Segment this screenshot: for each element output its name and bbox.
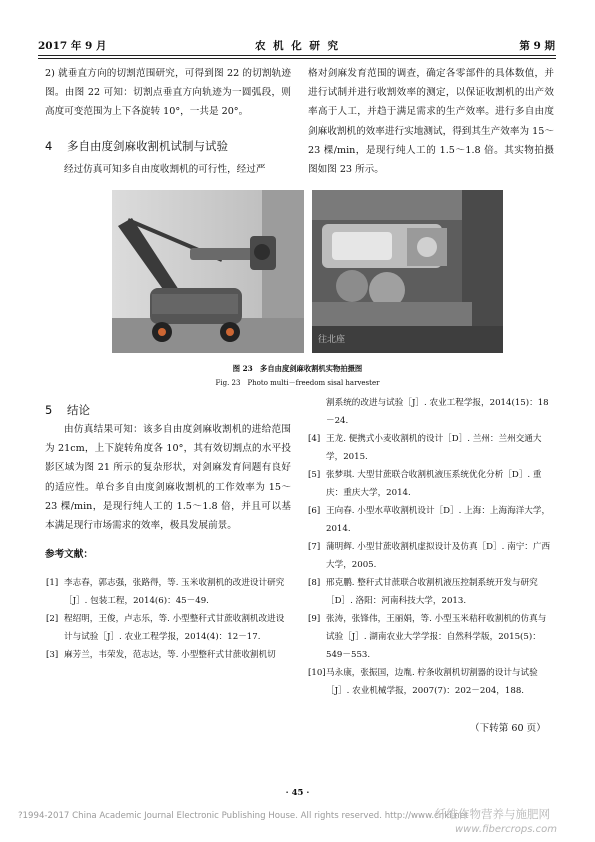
reference-item [308, 610, 554, 664]
continued-note: （下转第 60 页） [470, 723, 546, 734]
copyright-line: ?1994-2017 China Academic Journal Electronic Publishing House. All rights reserved. http://www.cnki.net [18, 811, 469, 821]
reference-3-continued: 割系统的改进与试验［J］. 农业工程学报，2014(15)：18－24. [326, 398, 549, 426]
reference-item [46, 574, 292, 610]
reference-item [308, 574, 554, 610]
reference-number: [8] [308, 578, 321, 588]
reference-item [46, 610, 292, 646]
reference-item [308, 664, 554, 700]
section-number: 5 [45, 403, 53, 417]
reference-text: 邢克鹏. 整秆式甘蔗联合收割机液压控制系统开发与研究［D］. 洛阳：河南科技大学，2013. [326, 578, 538, 606]
reference-text: 麻芳兰，韦荣发，范志达，等. 小型整秆式甘蔗收割机切 [64, 650, 276, 660]
reference-number: [6] [308, 506, 321, 516]
reference-text: 蒲明辉. 小型甘蔗收割机虚拟设计及仿真［D］. 南宁：广西大学，2005. [326, 542, 551, 570]
figure-caption-zh: 图 23 多自由度剑麻收割机实物拍摄图 [232, 364, 363, 373]
reference-number: [5] [308, 470, 321, 480]
reference-item [308, 538, 554, 574]
page-number: · 45 · [285, 788, 310, 798]
section-5-heading [45, 402, 90, 418]
reference-item [308, 502, 554, 538]
figure-caption-en: Fig. 23 Photo multi－freedom sisal harvester [215, 379, 380, 387]
journal-date: 2017 年 9 月 [38, 40, 107, 52]
left-paragraph-2: 经过仿真可知多自由度收割机的可行性，经过严 [64, 164, 266, 175]
journal-title: 农 机 化 研 究 [254, 40, 341, 52]
right-paragraph-1: 格对剑麻发育范围的调查，确定各零部件的具体数值，并进行试制并进行收割效率的测定，以保证收割机的出产效率高于人工，并趋于满足需求的生产效率。进行多自由度剑麻收割机的效率进行实地测试，得到其生产效率为 15～23 棵/min，是现行纯人工的 1.5～1.8 倍。其实物拍摄图如图 23 所示。 [308, 68, 554, 176]
reference-number: [1] [46, 578, 59, 588]
section-number: 4 [45, 139, 53, 153]
reference-item [308, 430, 554, 466]
watermark-chinese: 纤维作物营养与施肥网 [435, 807, 550, 821]
reference-number: [9] [308, 614, 321, 624]
header-rule-top [38, 55, 556, 56]
reference-text: 李志春，郭志强，张路得，等. 玉米收割机的改进设计研究［J］. 包装工程，2014(6)：45－49. [64, 578, 285, 606]
section-title: 多自由度剑麻收割机试制与试验 [67, 139, 228, 153]
header-rule-bottom [38, 58, 556, 59]
reference-text: 王龙. 便携式小麦收割机的设计［D］. 兰州：兰州交通大学，2015. [326, 434, 542, 462]
issue-number: 第 9 期 [519, 40, 555, 52]
photo-sign-text: 往北座 [318, 335, 346, 345]
reference-number: [3] [46, 650, 59, 660]
reference-text: 程绍明，王俊，卢志乐，等. 小型整秆式甘蔗收割机改进设计与试验［J］. 农业工程学报，2014(4)：12－17. [64, 614, 285, 642]
reference-number: [4] [308, 434, 321, 444]
section-4-heading [45, 138, 228, 154]
reference-item [46, 646, 292, 664]
reference-item [308, 466, 554, 502]
reference-text: 王向春. 小型水草收割机设计［D］. 上海：上海海洋大学，2014. [326, 506, 551, 534]
watermark-url: www.fibercrops.com [455, 824, 557, 835]
section-title: 结论 [67, 403, 90, 417]
reference-text: 张涛，张锋伟，王丽娟，等. 小型玉米秸秆收割机的仿真与试验［J］. 湖南农业大学学报：自然科学版，2015(5)：549－553. [326, 614, 547, 660]
left-paragraph-1: 2) 就垂直方向的切割范围研究，可得到图 22 的切割轨迹图。由图 22 可知：切割点垂直方向轨迹为一圆弧段，则高度可变范围为上下各旋转 10°，一共是 20°。 [45, 68, 291, 118]
reference-number: [10] [308, 668, 326, 678]
conclusion-paragraph: 由仿真结果可知：该多自由度剑麻收割机的进给范围为 21cm，上下旋转角度各 10°，其有效切割点的水平投影区域为图 21 所示的复杂形状，对剑麻发育问题有良好的适应性。单台多自由度剑麻收割机的工作效率为 15～23 棵/min，是现行纯人工的 1.5～1.8 倍，并且可以基本满足现行市场需求的效率，极具发展前景。 [45, 424, 291, 532]
references-right [308, 430, 554, 700]
references-title: 参考文献： [45, 549, 93, 560]
reference-text: 马永康，张振国，边胤. 柠条收割机切割器的设计与试验［J］. 农业机械学报，2007(7)：202－204，188. [326, 668, 538, 696]
reference-number: [2] [46, 614, 59, 624]
reference-number: [7] [308, 542, 321, 552]
harvester-photo [112, 190, 304, 353]
references-left [46, 574, 292, 664]
cutting-mechanism-photo [312, 190, 503, 353]
reference-text: 张梦琪. 大型甘蔗联合收割机液压系统优化分析［D］. 重庆：重庆大学，2014. [326, 470, 542, 498]
